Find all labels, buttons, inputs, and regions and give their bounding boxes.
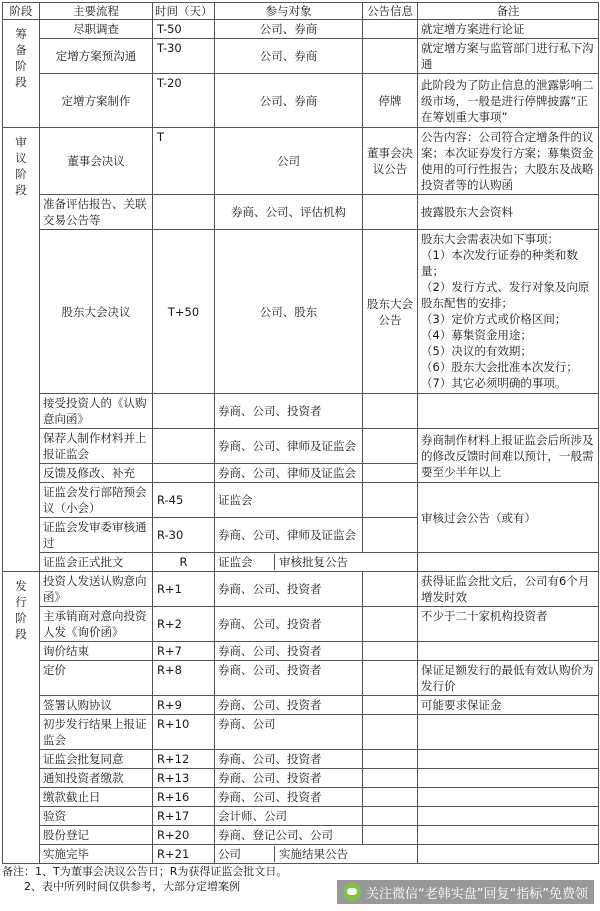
remark-cell: 就定增方案与监管部门进行私下沟通 [418,39,599,74]
remark-line: （5）决议的有效期； [421,344,532,358]
remark-cell [418,230,599,394]
announce-cell [363,518,418,553]
wechat-icon [343,883,361,901]
process-cell: 签署认购协议 [40,696,153,715]
announce-cell [363,195,418,230]
header-time: 时间（天） [153,3,215,20]
header-party: 参与对象 [215,3,363,20]
table-row [3,74,599,128]
table-row [3,826,599,845]
process-cell: 证监会正式批文 [40,553,153,572]
announce-cell [363,769,418,788]
process-cell: 缴款截止日 [40,788,153,807]
process-cell: 投资人发送认购意向函》 [40,572,153,607]
table-row [3,807,599,826]
remark-cell [418,807,599,826]
announce-cell: 停牌 [363,74,418,128]
remark-cell: 审核过会公告（或有） [418,483,599,553]
time-cell: T-20 [153,74,215,128]
remark-cell [418,826,599,845]
table-row [3,715,599,750]
time-cell [153,464,215,483]
remark-cell [418,394,599,429]
header-announce: 公告信息 [363,3,418,20]
process-table [2,2,599,864]
time-cell [153,429,215,464]
table-row [3,195,599,230]
time-cell: R+9 [153,696,215,715]
table-row [3,661,599,696]
remark-cell [418,750,599,769]
process-cell: 尽职调查 [40,20,153,39]
party-cell: 券商、公司、投资者 [215,750,363,769]
time-cell: R+12 [153,750,215,769]
time-cell: R+1 [153,572,215,607]
table-row [3,20,599,39]
party-cell: 券商、公司、律师及证监会 [215,429,363,464]
remark-cell: 就定增方案进行论证 [418,20,599,39]
process-cell: 接受投资人的《认购意向函》 [40,394,153,429]
party-cell: 会计师、公司 [215,807,363,826]
remark-line: 股东大会需表决如下事项： [421,232,559,246]
process-cell: 证监会批复同意 [40,750,153,769]
process-cell: 验资 [40,807,153,826]
party-cell: 券商、公司、投资者 [215,769,363,788]
remark-cell: 此阶段为了防止信息的泄露影响二级市场，一般是进行停牌披露“正在筹划重大事项” [418,74,599,128]
remark-cell [418,769,599,788]
time-cell: R+2 [153,607,215,642]
time-cell [153,394,215,429]
table-row [3,572,599,607]
process-cell: 股东大会决议 [40,230,153,394]
time-cell [153,195,215,230]
time-cell: R+16 [153,788,215,807]
time-cell: T-30 [153,39,215,74]
party-cell: 公司、券商 [215,39,363,74]
header-stage: 阶段 [3,3,40,20]
party-cell: 券商、公司、投资者 [215,788,363,807]
announce-cell [363,429,418,464]
time-cell: R+8 [153,661,215,696]
table-row [3,788,599,807]
announce-cell [363,572,418,607]
party-cell: 券商、公司 [215,715,363,750]
process-cell: 股份登记 [40,826,153,845]
announce-cell [363,661,418,696]
footnote-2: 2、表中所列时间仅供参考，大部分定增案例 [24,880,240,893]
party-cell: 券商、公司、投资者 [215,642,363,661]
process-cell: 保荐人制作材料并上报证监会 [40,429,153,464]
remark-cell [418,642,599,661]
time-cell: R+7 [153,642,215,661]
party-cell: 券商、公司、律师及证监会 [215,518,363,553]
party-cell: 公司、券商 [215,74,363,128]
party-cell: 公司 [218,847,241,861]
announce-cell [363,715,418,750]
table-row [3,429,599,464]
table-row [3,750,599,769]
footnote-1: 备注：1、T为董事会决议公告日；R为获得证监会批文日。 [2,865,288,878]
party-cell: 券商、公司、律师及证监会 [215,464,363,483]
process-cell: 证监会发审委审核通过 [40,518,153,553]
party-cell: 公司 [215,128,363,195]
process-cell: 主承销商对意向投资人发《询价函》 [40,607,153,642]
process-cell: 准备评估报告、关联交易公告等 [40,195,153,230]
time-cell: T-50 [153,20,215,39]
announce-cell [363,826,418,845]
announce-cell [363,642,418,661]
remark-cell: 获得证监会批文后，公司有6个月增发时效 [418,572,599,607]
table-row [3,845,599,864]
remark-line: （1）本次发行证券的种类和数量； [421,248,578,278]
party-cell: 证监会 [218,555,253,569]
table-row [3,39,599,74]
table-row [3,230,599,394]
remark-cell: 保证足额发行的最低有效认购价为发行价 [418,661,599,696]
remark-cell: 不少于二十家机构投资者 [418,607,599,642]
time-cell: R+20 [153,826,215,845]
announce-cell: 董事会决议公告 [363,128,418,195]
announce-cell [363,464,418,483]
remark-cell [418,788,599,807]
party-cell: 券商、公司、评估机构 [215,195,363,230]
announce-cell: 审核批复公告 [274,554,417,570]
process-cell: 定增方案预沟通 [40,39,153,74]
process-cell: 董事会决议 [40,128,153,195]
party-cell: 公司、券商 [215,20,363,39]
remark-line: （6）股东大会批准本次发行； [421,360,578,374]
announce-cell [363,696,418,715]
remark-cell [418,715,599,750]
process-cell: 证监会发行部陪预会议（小会） [40,483,153,518]
party-cell: 公司、股东 [215,230,363,394]
header-remark: 备注 [418,3,599,20]
party-announce-cell [215,845,418,864]
time-cell: R+10 [153,715,215,750]
time-cell: T+50 [153,230,215,394]
remark-cell: 券商制作材料上报证监会后所涉及的修改反馈时间难以预计，一般需要至少半年以上 [418,429,599,483]
announce-cell [363,788,418,807]
table-row [3,769,599,788]
watermark-banner [337,880,594,904]
table-row [3,394,599,429]
process-cell: 通知投资者缴款 [40,769,153,788]
watermark-text: 关注微信“老韩实盘”回复“指标”免费领 [366,886,588,902]
remark-line: （2）发行方式、发行对象及向原股东配售的安排； [421,280,590,310]
table-row [3,128,599,195]
party-cell: 券商、公司、投资者 [215,394,363,429]
time-cell: R-30 [153,518,215,553]
party-cell: 券商、登记公司、公司 [215,826,363,845]
process-cell: 询价结束 [40,642,153,661]
announce-cell: 股东大会公告 [363,230,418,394]
remark-cell: 公告内容：公司符合定增条件的议案；本次证券发行方案；募集资金使用的可行性报告；大股东及战略投资者等的认购函 [418,128,599,195]
time-cell: R+21 [153,845,215,864]
announce-cell [363,807,418,826]
process-cell: 反馈及修改、补充 [40,464,153,483]
table-row [3,553,599,572]
time-cell: T [153,128,215,195]
announce-cell: 实施结果公告 [274,846,417,862]
party-cell: 券商、公司、投资者 [215,607,363,642]
party-cell: 券商、公司、投资者 [215,572,363,607]
party-cell: 证监会 [215,483,363,518]
party-announce-cell [215,553,418,572]
stage-issue: 发 行 阶 段 [3,572,40,864]
announce-cell [363,394,418,429]
process-cell: 实施完毕 [40,845,153,864]
time-cell: R-45 [153,483,215,518]
stage-prep: 筹 备 阶 段 [3,20,40,128]
announce-cell [363,750,418,769]
remark-cell: 披露股东大会资料 [418,195,599,230]
remark-line: （7）其它必须明确的事项。 [421,376,567,390]
table-row [3,642,599,661]
table-row [3,696,599,715]
header-process: 主要流程 [40,3,153,20]
header-row [3,3,599,20]
remark-cell [418,845,599,864]
remark-line: （3）定价方式或价格区间； [421,312,567,326]
process-cell: 定价 [40,661,153,696]
time-cell: R [153,553,215,572]
time-cell: R+17 [153,807,215,826]
stage-review: 审 议 阶 段 [3,128,40,572]
process-cell: 初步发行结果上报证监会 [40,715,153,750]
table-row [3,483,599,518]
table-row [3,607,599,642]
remark-cell: 可能要求保证金 [418,696,599,715]
announce-cell [363,39,418,74]
remark-line: （4）募集资金用途； [421,328,532,342]
announce-cell [363,483,418,518]
party-cell: 券商、公司、投资者 [215,696,363,715]
party-cell: 券商、公司、投资者 [215,661,363,696]
announce-cell [363,20,418,39]
announce-cell [363,607,418,642]
process-cell: 定增方案制作 [40,74,153,128]
remark-cell [418,553,599,572]
time-cell: R+13 [153,769,215,788]
